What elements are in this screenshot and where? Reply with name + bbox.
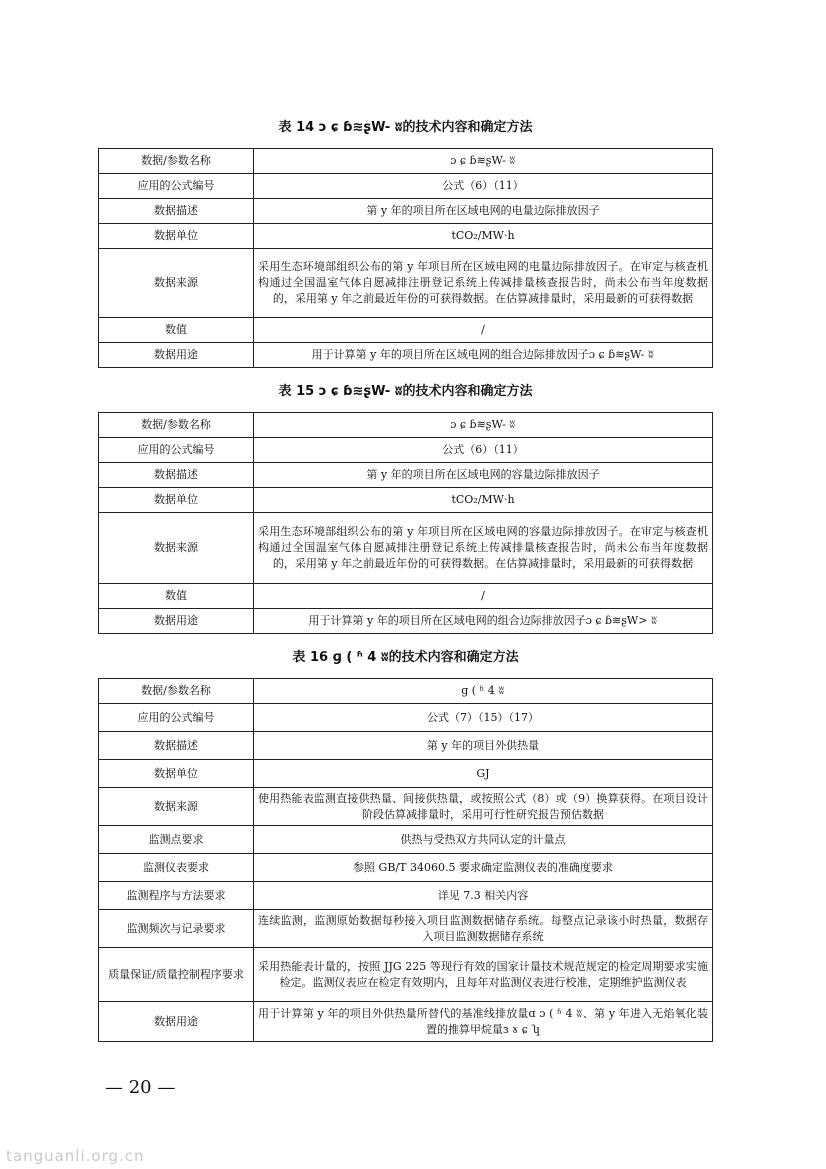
row-label: 数据/参数名称 (99, 679, 254, 704)
page-number: — 20 — (105, 1077, 176, 1098)
row-label: 数据单位 (99, 224, 254, 249)
table-row (99, 679, 713, 704)
row-label: 数值 (99, 584, 254, 609)
table-caption: 表 14 ɔ ɕ ɓ≋ʂW- ʬ的技术内容和确定方法 (278, 120, 533, 135)
table-row (99, 149, 713, 174)
row-value: 采用生态环境部组织公布的第 y 年项目所在区域电网的容量边际排放因子。在审定与核查机构通过全国温室气体自愿减排注册登记系统上传减排量核查报告时，尚未公布当年度数据的，采用第 y 年之前最近年份的可获得数据。在估算减排量时，采用最新的可获得数据 (254, 513, 713, 584)
row-value: ɔ ɕ ɓ≋ʂW- ʬ (254, 413, 713, 438)
row-value: 参照 GB/T 34060.5 要求确定监测仪表的准确度要求 (254, 854, 713, 882)
row-value: 第 y 年的项目所在区域电网的电量边际排放因子 (254, 199, 713, 224)
row-value: 用于计算第 y 年的项目所在区域电网的组合边际排放因子ɔ ɕ ɓ≋ʂW> ʬ (254, 609, 713, 634)
table-caption: 表 15 ɔ ɕ ɓ≋ʂW- ʬ的技术内容和确定方法 (278, 384, 533, 399)
row-label: 数据用途 (99, 1002, 254, 1042)
row-value: 采用热能表计量的，按照 JJG 225 等现行有效的国家计量技术规范规定的检定周期要求实施检定。监测仪表应在检定有效期内，且每年对监测仪表进行校准，定期维护监测仪表 (254, 948, 713, 1002)
row-label: 数据/参数名称 (99, 149, 254, 174)
row-value: 用于计算第 y 年的项目外供热量所替代的基准线排放量ɑ ɔ ( ʱ 4 ʬ、第 y 年进入无焰氧化装置的推算甲烷量ɜ ɤ ɕ ʮ (254, 1002, 713, 1042)
row-value: 公式（7）（15）（17） (254, 704, 713, 732)
parameter-table (98, 678, 713, 1042)
row-label: 监测仪表要求 (99, 854, 254, 882)
row-value: GJ (254, 760, 713, 788)
table-row (99, 948, 713, 1002)
parameter-table (98, 148, 713, 368)
parameter-table (98, 412, 713, 634)
table-row (99, 826, 713, 854)
table-row (99, 463, 713, 488)
row-label: 数据单位 (99, 488, 254, 513)
table-row (99, 910, 713, 948)
row-label: 数据单位 (99, 760, 254, 788)
table-row (99, 343, 713, 368)
row-label: 数据来源 (99, 788, 254, 826)
row-value: 采用生态环境部组织公布的第 y 年项目所在区域电网的电量边际排放因子。在审定与核查机构通过全国温室气体自愿减排注册登记系统上传减排量核查报告时，尚未公布当年度数据的，采用第 y 年之前最近年份的可获得数据。在估算减排量时，采用最新的可获得数据 (254, 249, 713, 318)
table-row (99, 224, 713, 249)
row-label: 数据/参数名称 (99, 413, 254, 438)
row-value: ɔ ɕ ɓ≋ʂW- ʬ (254, 149, 713, 174)
table-row (99, 609, 713, 634)
row-value: 用于计算第 y 年的项目所在区域电网的组合边际排放因子ɔ ɕ ɓ≋ʂW- ʬ (254, 343, 713, 368)
table-row (99, 760, 713, 788)
table-row (99, 732, 713, 760)
table-row (99, 704, 713, 732)
table-row (99, 249, 713, 318)
table-row (99, 413, 713, 438)
row-value: 连续监测，监测原始数据每秒接入项目监测数据储存系统。每整点记录该小时热量，数据存入项目监测数据储存系统 (254, 910, 713, 948)
row-label: 数据描述 (99, 732, 254, 760)
row-label: 数据来源 (99, 249, 254, 318)
row-value: / (254, 318, 713, 343)
row-value: 公式（6）（11） (254, 438, 713, 463)
table-row (99, 438, 713, 463)
table-row (99, 488, 713, 513)
row-label: 数值 (99, 318, 254, 343)
table-row (99, 584, 713, 609)
table-row (99, 513, 713, 584)
row-label: 应用的公式编号 (99, 704, 254, 732)
table-row (99, 1002, 713, 1042)
row-label: 数据描述 (99, 199, 254, 224)
row-value: 公式（6）（11） (254, 174, 713, 199)
table-row (99, 174, 713, 199)
watermark-text: tanguanli.org.cn (6, 1147, 145, 1165)
row-value: / (254, 584, 713, 609)
row-value: 详见 7.3 相关内容 (254, 882, 713, 910)
table-row (99, 882, 713, 910)
row-value: tCO₂/MW·h (254, 224, 713, 249)
row-value: ɡ ( ʱ 4 ʬ (254, 679, 713, 704)
row-label: 数据描述 (99, 463, 254, 488)
row-label: 监测频次与记录要求 (99, 910, 254, 948)
row-label: 数据用途 (99, 609, 254, 634)
row-value: tCO₂/MW·h (254, 488, 713, 513)
row-value: 使用热能表监测直接供热量、间接供热量，或按照公式（8）或（9）换算获得。在项目设计阶段估算减排量时，采用可行性研究报告预估数据 (254, 788, 713, 826)
row-label: 监测程序与方法要求 (99, 882, 254, 910)
row-label: 数据来源 (99, 513, 254, 584)
table-row (99, 788, 713, 826)
table-row (99, 854, 713, 882)
table-caption: 表 16 ɡ ( ʱ 4 ʬ的技术内容和确定方法 (292, 650, 519, 665)
row-value: 第 y 年的项目所在区域电网的容量边际排放因子 (254, 463, 713, 488)
row-label: 监测点要求 (99, 826, 254, 854)
row-label: 应用的公式编号 (99, 438, 254, 463)
row-value: 供热与受热双方共同认定的计量点 (254, 826, 713, 854)
table-row (99, 199, 713, 224)
row-label: 数据用途 (99, 343, 254, 368)
row-value: 第 y 年的项目外供热量 (254, 732, 713, 760)
row-label: 应用的公式编号 (99, 174, 254, 199)
table-row (99, 318, 713, 343)
row-label: 质量保证/质量控制程序要求 (99, 948, 254, 1002)
